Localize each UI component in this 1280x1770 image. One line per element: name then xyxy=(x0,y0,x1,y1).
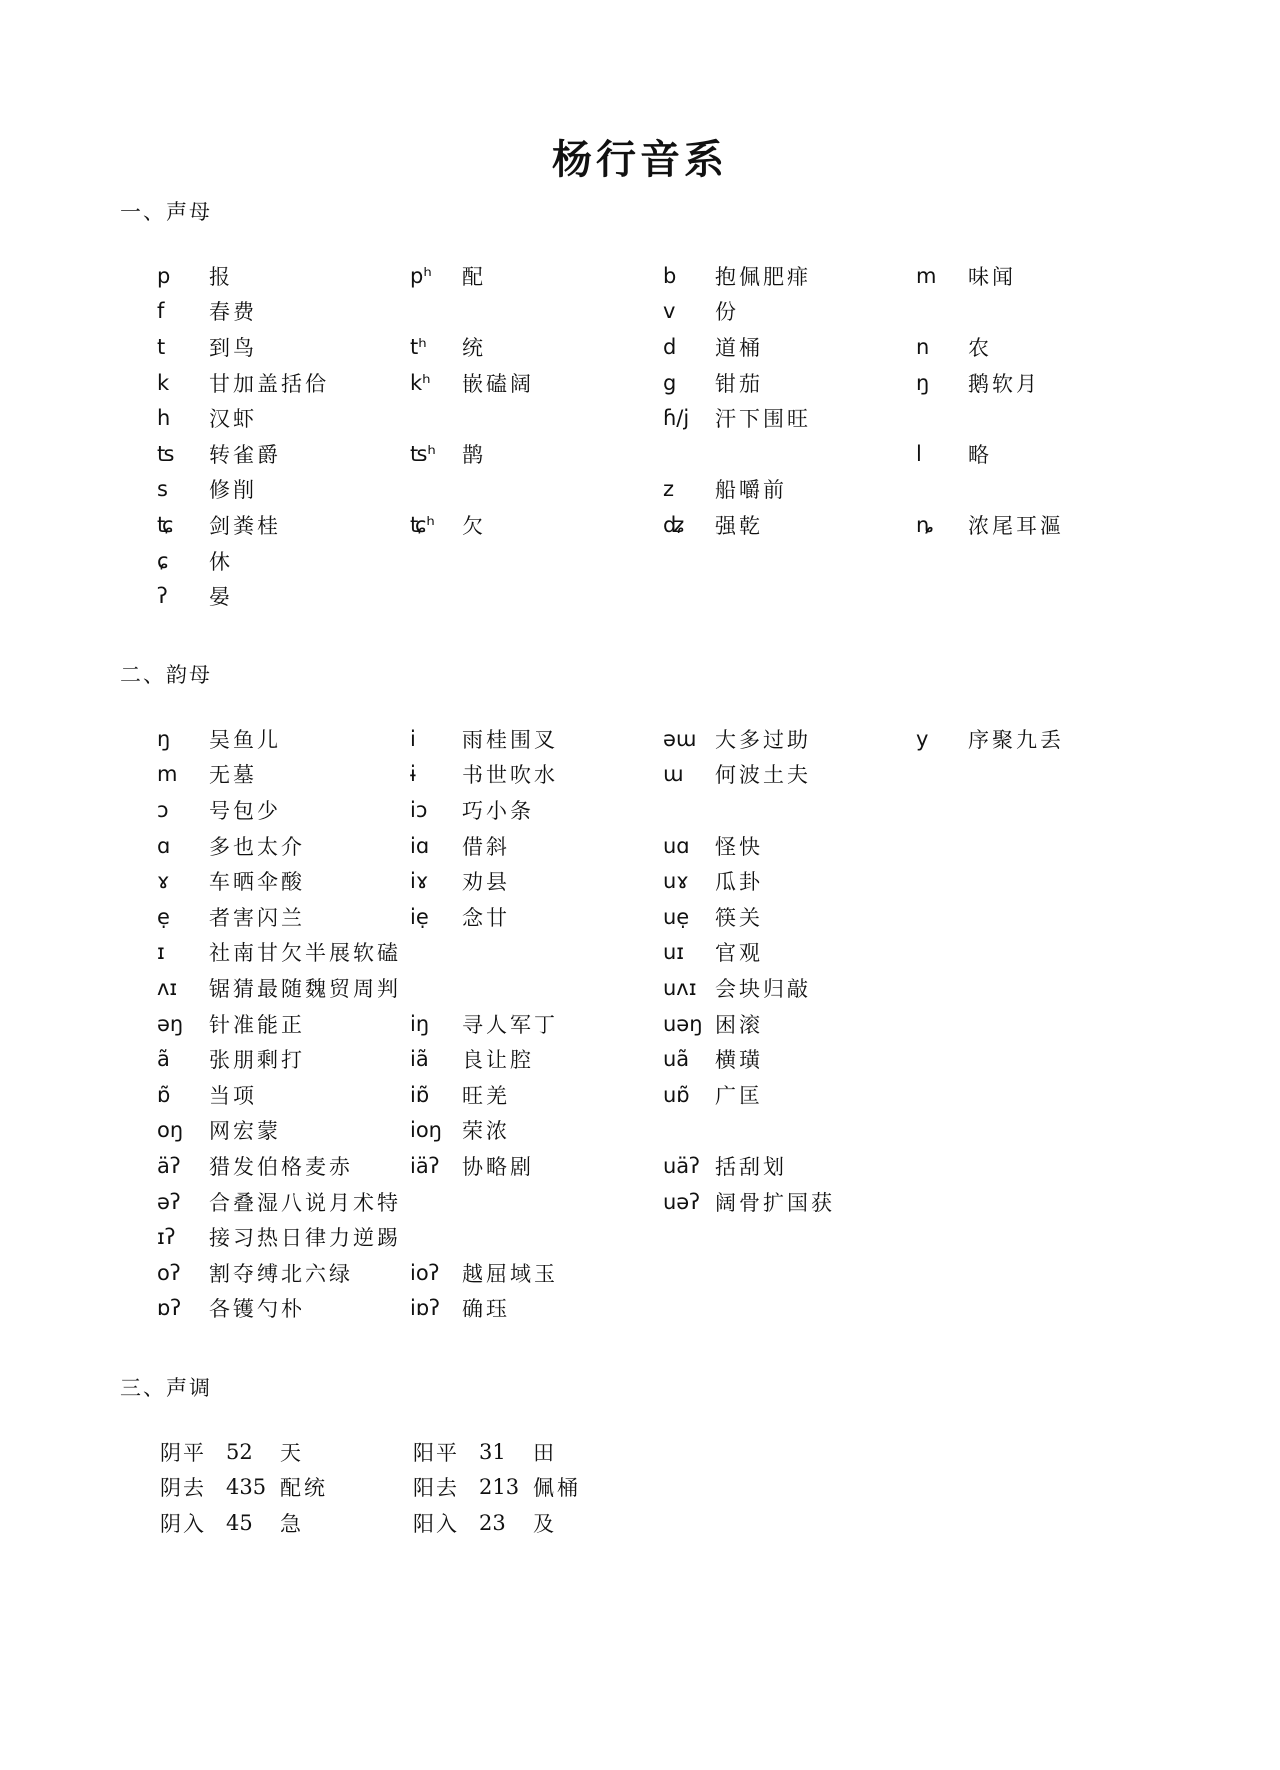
initial-examples: 转雀爵 xyxy=(209,442,281,467)
final-examples: 筷关 xyxy=(715,905,763,930)
final-examples: 荣浓 xyxy=(462,1119,510,1144)
initial-cell xyxy=(157,294,410,330)
final-ipa: ɤ xyxy=(157,869,170,894)
final-examples: 寻人军丁 xyxy=(462,1012,558,1037)
initial-ipa: v xyxy=(663,299,676,324)
initial-ipa: t xyxy=(157,334,166,359)
initial-examples: 强乾 xyxy=(715,513,763,538)
final-cell xyxy=(916,1006,1169,1042)
tone-value: 23 xyxy=(479,1510,506,1535)
initial-cell xyxy=(916,329,1169,365)
initial-cell xyxy=(916,578,1169,614)
final-examples: 无墓 xyxy=(209,763,257,788)
final-cell xyxy=(663,757,916,793)
initial-cell xyxy=(916,365,1169,401)
final-examples: 括刮划 xyxy=(715,1154,787,1179)
initial-ipa: n xyxy=(916,334,930,359)
tone-example: 及 xyxy=(533,1511,557,1536)
final-cell xyxy=(663,1291,916,1327)
initial-cell xyxy=(916,543,1169,579)
final-ipa: ʌɪ xyxy=(157,975,178,1000)
tones-heading: 三、声调 xyxy=(120,1376,212,1400)
initial-cell xyxy=(157,472,410,508)
final-ipa: ɒʔ xyxy=(157,1296,182,1321)
final-ipa: iɒʔ xyxy=(410,1296,440,1321)
final-examples: 锯猜最随魏贸周判 xyxy=(209,976,401,1001)
final-examples: 横璜 xyxy=(715,1048,763,1073)
final-cell xyxy=(157,792,410,828)
final-cell xyxy=(663,1148,916,1184)
final-cell xyxy=(916,970,1169,1006)
tone-example: 佩桶 xyxy=(533,1476,581,1501)
final-ipa: ioʔ xyxy=(410,1260,440,1285)
final-cell xyxy=(663,935,916,971)
final-cell xyxy=(410,1041,663,1077)
tone-value: 52 xyxy=(226,1439,253,1464)
final-cell xyxy=(410,792,663,828)
initial-cell xyxy=(663,578,916,614)
initial-ipa: h xyxy=(157,406,171,431)
final-examples: 借斜 xyxy=(462,834,510,859)
final-ipa: ɯ xyxy=(663,762,684,787)
initial-cell xyxy=(916,436,1169,472)
final-examples: 越屈域玉 xyxy=(462,1261,558,1286)
final-ipa: uʌɪ xyxy=(663,975,697,1000)
final-cell xyxy=(663,1006,916,1042)
initial-cell xyxy=(157,258,410,294)
finals-table xyxy=(157,721,1169,1326)
initial-ipa: ŋ xyxy=(916,370,930,395)
final-ipa: iɔ xyxy=(410,797,428,822)
final-examples: 阔骨扩国获 xyxy=(715,1190,835,1215)
final-examples: 序聚九丢 xyxy=(968,727,1064,752)
final-cell xyxy=(663,1041,916,1077)
initial-ipa: ʨʰ xyxy=(410,512,435,537)
initial-cell xyxy=(663,507,916,543)
initial-examples: 汗下围旺 xyxy=(715,407,811,432)
final-examples: 何波土夫 xyxy=(715,763,811,788)
initial-examples: 鹅软月 xyxy=(968,371,1040,396)
initial-cell xyxy=(663,543,916,579)
final-examples: 旺羌 xyxy=(462,1083,510,1108)
final-cell xyxy=(410,1077,663,1113)
final-cell xyxy=(916,935,1169,971)
final-cell xyxy=(663,721,916,757)
initial-examples: 统 xyxy=(462,335,486,360)
final-cell xyxy=(663,1255,916,1291)
final-ipa: əŋ xyxy=(157,1011,184,1036)
final-ipa: iɤ xyxy=(410,869,429,894)
tone-value: 45 xyxy=(226,1510,253,1535)
final-cell xyxy=(410,935,663,971)
tone-entry xyxy=(160,1505,413,1541)
final-cell xyxy=(157,1077,410,1113)
initial-cell xyxy=(410,436,663,472)
final-cell xyxy=(663,1184,916,1220)
tone-name: 阴入 xyxy=(160,1511,206,1536)
final-ipa: ɪʔ xyxy=(157,1225,176,1250)
final-ipa: ioŋ xyxy=(410,1118,442,1143)
final-ipa: uã xyxy=(663,1047,690,1072)
initial-ipa: b xyxy=(663,263,677,288)
final-cell xyxy=(410,1219,663,1255)
final-examples: 巧小条 xyxy=(462,798,534,823)
initial-examples: 钳茄 xyxy=(715,371,763,396)
final-ipa: uɤ xyxy=(663,869,689,894)
final-examples: 猎发伯格麦赤 xyxy=(209,1154,353,1179)
initial-examples: 欠 xyxy=(462,513,486,538)
tone-entry xyxy=(160,1434,413,1470)
final-ipa: ɔ xyxy=(157,797,169,822)
initial-ipa: p xyxy=(157,263,171,288)
initial-examples: 甘加盖括佮 xyxy=(209,371,329,396)
initial-cell xyxy=(410,472,663,508)
initial-ipa: ɕ xyxy=(157,548,169,573)
final-examples: 各镬勺朴 xyxy=(209,1297,305,1322)
final-examples: 确珏 xyxy=(462,1297,510,1322)
final-ipa: uäʔ xyxy=(663,1153,700,1178)
initial-cell xyxy=(410,543,663,579)
final-ipa: i xyxy=(410,726,416,751)
final-cell xyxy=(157,1006,410,1042)
final-cell xyxy=(916,792,1169,828)
final-cell xyxy=(916,757,1169,793)
initial-examples: 晏 xyxy=(209,585,233,610)
final-cell xyxy=(157,1041,410,1077)
initial-ipa: z xyxy=(663,477,675,502)
initial-examples: 修削 xyxy=(209,478,257,503)
initial-ipa: ʥ xyxy=(663,512,685,537)
final-examples: 接习热日律力逆踢 xyxy=(209,1226,401,1251)
final-ipa: uɑ xyxy=(663,833,690,858)
initial-cell xyxy=(410,329,663,365)
initial-cell xyxy=(663,436,916,472)
final-cell xyxy=(157,1184,410,1220)
tone-name: 阳平 xyxy=(413,1440,459,1465)
initial-ipa: tʰ xyxy=(410,334,427,359)
initial-ipa: ʦʰ xyxy=(410,441,436,466)
initial-cell xyxy=(916,400,1169,436)
initial-cell xyxy=(410,578,663,614)
final-cell xyxy=(410,1184,663,1220)
initials-heading: 一、声母 xyxy=(120,200,212,224)
final-ipa: uəŋ xyxy=(663,1011,703,1036)
final-examples: 会块归敲 xyxy=(715,976,811,1001)
final-cell xyxy=(410,1148,663,1184)
final-ipa: iẹ xyxy=(410,904,429,929)
initial-examples: 嵌磕阔 xyxy=(462,371,534,396)
final-examples: 吴鱼儿 xyxy=(209,727,281,752)
final-examples: 大多过助 xyxy=(715,727,811,752)
tone-example: 急 xyxy=(280,1511,304,1536)
initial-cell xyxy=(157,507,410,543)
final-ipa: əɯ xyxy=(663,726,697,751)
tone-value: 435 xyxy=(226,1475,267,1500)
initial-ipa: kʰ xyxy=(410,370,431,395)
tone-value: 213 xyxy=(479,1475,520,1500)
final-cell xyxy=(663,1077,916,1113)
initial-ipa: s xyxy=(157,477,168,502)
initial-cell xyxy=(663,258,916,294)
final-cell xyxy=(157,1291,410,1327)
final-cell xyxy=(410,828,663,864)
final-ipa: ŋ xyxy=(157,726,171,751)
initial-examples: 道桶 xyxy=(715,335,763,360)
final-examples: 怪快 xyxy=(715,834,763,859)
final-cell xyxy=(663,970,916,1006)
initial-ipa: ȵ xyxy=(916,512,934,537)
final-ipa: uɪ xyxy=(663,940,685,965)
initial-cell xyxy=(916,507,1169,543)
tone-entry xyxy=(413,1470,666,1506)
initial-cell xyxy=(410,258,663,294)
final-cell xyxy=(916,828,1169,864)
initial-ipa: g xyxy=(663,370,677,395)
final-examples: 困滚 xyxy=(715,1012,763,1037)
final-cell xyxy=(663,863,916,899)
tone-example: 配统 xyxy=(280,1476,328,1501)
final-ipa: iäʔ xyxy=(410,1153,440,1178)
final-cell xyxy=(410,1113,663,1149)
final-ipa: ɪ xyxy=(157,940,165,965)
final-ipa: iɑ xyxy=(410,833,430,858)
initial-examples: 休 xyxy=(209,549,233,574)
initial-examples: 春费 xyxy=(209,300,257,325)
final-examples: 割夺缚北六绿 xyxy=(209,1261,353,1286)
final-cell xyxy=(157,899,410,935)
final-cell xyxy=(410,1255,663,1291)
final-cell xyxy=(663,1219,916,1255)
final-ipa: iã xyxy=(410,1047,429,1072)
final-examples: 瓜卦 xyxy=(715,870,763,895)
final-cell xyxy=(410,1006,663,1042)
initial-examples: 味闻 xyxy=(968,264,1016,289)
final-cell xyxy=(916,721,1169,757)
final-cell xyxy=(916,1148,1169,1184)
initial-cell xyxy=(410,365,663,401)
final-cell xyxy=(663,792,916,828)
final-cell xyxy=(916,1041,1169,1077)
final-cell xyxy=(916,863,1169,899)
final-cell xyxy=(916,1255,1169,1291)
initial-ipa: ʔ xyxy=(157,584,168,609)
initial-cell xyxy=(157,578,410,614)
final-examples: 多也太介 xyxy=(209,834,305,859)
tone-example: 天 xyxy=(280,1440,304,1465)
final-ipa: uẹ xyxy=(663,904,690,929)
final-examples: 官观 xyxy=(715,941,763,966)
final-ipa: oʔ xyxy=(157,1260,181,1285)
final-examples: 合叠湿八说月术特 xyxy=(209,1190,401,1215)
tone-name: 阴去 xyxy=(160,1476,206,1501)
final-examples: 劝县 xyxy=(462,870,510,895)
initial-examples: 剑粪桂 xyxy=(209,513,281,538)
tone-entry xyxy=(160,1470,413,1506)
final-ipa: iŋ xyxy=(410,1011,430,1036)
initial-examples: 到鸟 xyxy=(209,335,257,360)
initial-cell xyxy=(410,294,663,330)
initial-cell xyxy=(157,436,410,472)
final-cell xyxy=(916,1219,1169,1255)
tones-table xyxy=(160,1434,666,1541)
initial-cell xyxy=(157,329,410,365)
final-cell xyxy=(410,721,663,757)
final-examples: 车晒伞酸 xyxy=(209,870,305,895)
initial-examples: 略 xyxy=(968,442,992,467)
initial-ipa: ɦ/j xyxy=(663,406,690,431)
final-ipa: ẹ xyxy=(157,904,170,929)
initial-examples: 汉虾 xyxy=(209,407,257,432)
initial-cell xyxy=(663,365,916,401)
final-examples: 号包少 xyxy=(209,798,281,823)
final-examples: 念廿 xyxy=(462,905,510,930)
initial-examples: 鹊 xyxy=(462,442,486,467)
final-cell xyxy=(157,970,410,1006)
final-examples: 雨桂围叉 xyxy=(462,727,558,752)
final-ipa: əʔ xyxy=(157,1189,181,1214)
initial-ipa: pʰ xyxy=(410,263,432,288)
final-cell xyxy=(916,1113,1169,1149)
final-ipa: iɒ̃ xyxy=(410,1082,430,1107)
final-ipa: m xyxy=(157,762,178,787)
initial-ipa: d xyxy=(663,334,677,359)
tone-name: 阴平 xyxy=(160,1440,206,1465)
final-cell xyxy=(157,1113,410,1149)
final-ipa: uɒ̃ xyxy=(663,1082,690,1107)
final-examples: 广匡 xyxy=(715,1083,763,1108)
tone-name: 阳去 xyxy=(413,1476,459,1501)
final-examples: 张朋剩打 xyxy=(209,1048,305,1073)
final-ipa: uəʔ xyxy=(663,1189,700,1214)
initial-examples: 浓尾耳漚 xyxy=(968,513,1064,538)
initial-ipa: ʨ xyxy=(157,512,174,537)
final-cell xyxy=(916,1291,1169,1327)
final-examples: 网宏蒙 xyxy=(209,1119,281,1144)
final-ipa: äʔ xyxy=(157,1153,181,1178)
final-ipa: oŋ xyxy=(157,1118,184,1143)
final-cell xyxy=(157,1219,410,1255)
final-cell xyxy=(916,1077,1169,1113)
initial-cell xyxy=(916,472,1169,508)
initial-cell xyxy=(157,543,410,579)
initial-examples: 配 xyxy=(462,264,486,289)
final-cell xyxy=(157,863,410,899)
tone-entry xyxy=(413,1434,666,1470)
initial-cell xyxy=(157,400,410,436)
final-examples: 书世吹水 xyxy=(462,763,558,788)
final-cell xyxy=(916,1184,1169,1220)
final-examples: 针准能正 xyxy=(209,1012,305,1037)
final-cell xyxy=(157,1255,410,1291)
initial-examples: 船嚼前 xyxy=(715,478,787,503)
final-cell xyxy=(410,863,663,899)
initial-cell xyxy=(663,329,916,365)
final-examples: 协略剧 xyxy=(462,1154,534,1179)
initial-cell xyxy=(663,294,916,330)
initial-examples: 抱佩肥痱 xyxy=(715,264,811,289)
initial-ipa: m xyxy=(916,263,937,288)
initial-cell xyxy=(157,365,410,401)
page-title: 杨行音系 xyxy=(552,136,728,183)
final-ipa: ɒ̃ xyxy=(157,1082,171,1107)
initial-cell xyxy=(916,258,1169,294)
final-cell xyxy=(410,757,663,793)
final-examples: 社南甘欠半展软磕 xyxy=(209,941,401,966)
final-ipa: ɨ xyxy=(410,762,416,787)
final-cell xyxy=(410,970,663,1006)
initial-cell xyxy=(916,294,1169,330)
final-cell xyxy=(663,899,916,935)
final-examples: 良让腔 xyxy=(462,1048,534,1073)
final-cell xyxy=(157,935,410,971)
initial-examples: 报 xyxy=(209,264,233,289)
initial-ipa: ʦ xyxy=(157,441,175,466)
initial-cell xyxy=(663,472,916,508)
initial-cell xyxy=(410,400,663,436)
tone-value: 31 xyxy=(479,1439,506,1464)
initial-examples: 农 xyxy=(968,335,992,360)
final-cell xyxy=(916,899,1169,935)
initial-ipa: k xyxy=(157,370,170,395)
final-cell xyxy=(157,1148,410,1184)
initial-cell xyxy=(410,507,663,543)
tone-entry xyxy=(413,1505,666,1541)
final-cell xyxy=(663,828,916,864)
final-cell xyxy=(410,1291,663,1327)
final-ipa: ɑ xyxy=(157,833,171,858)
final-examples: 者害闪兰 xyxy=(209,905,305,930)
final-cell xyxy=(157,828,410,864)
initial-cell xyxy=(663,400,916,436)
finals-heading: 二、韵母 xyxy=(120,663,212,687)
initials-table xyxy=(157,258,1169,614)
tone-example: 田 xyxy=(533,1440,557,1465)
final-cell xyxy=(157,721,410,757)
final-ipa: ã xyxy=(157,1047,170,1072)
final-ipa: y xyxy=(916,726,929,751)
initial-examples: 份 xyxy=(715,300,739,325)
tone-name: 阳入 xyxy=(413,1511,459,1536)
final-examples: 当项 xyxy=(209,1083,257,1108)
final-cell xyxy=(410,899,663,935)
initial-ipa: l xyxy=(916,441,922,466)
final-cell xyxy=(157,757,410,793)
initial-ipa: f xyxy=(157,299,165,324)
final-cell xyxy=(663,1113,916,1149)
